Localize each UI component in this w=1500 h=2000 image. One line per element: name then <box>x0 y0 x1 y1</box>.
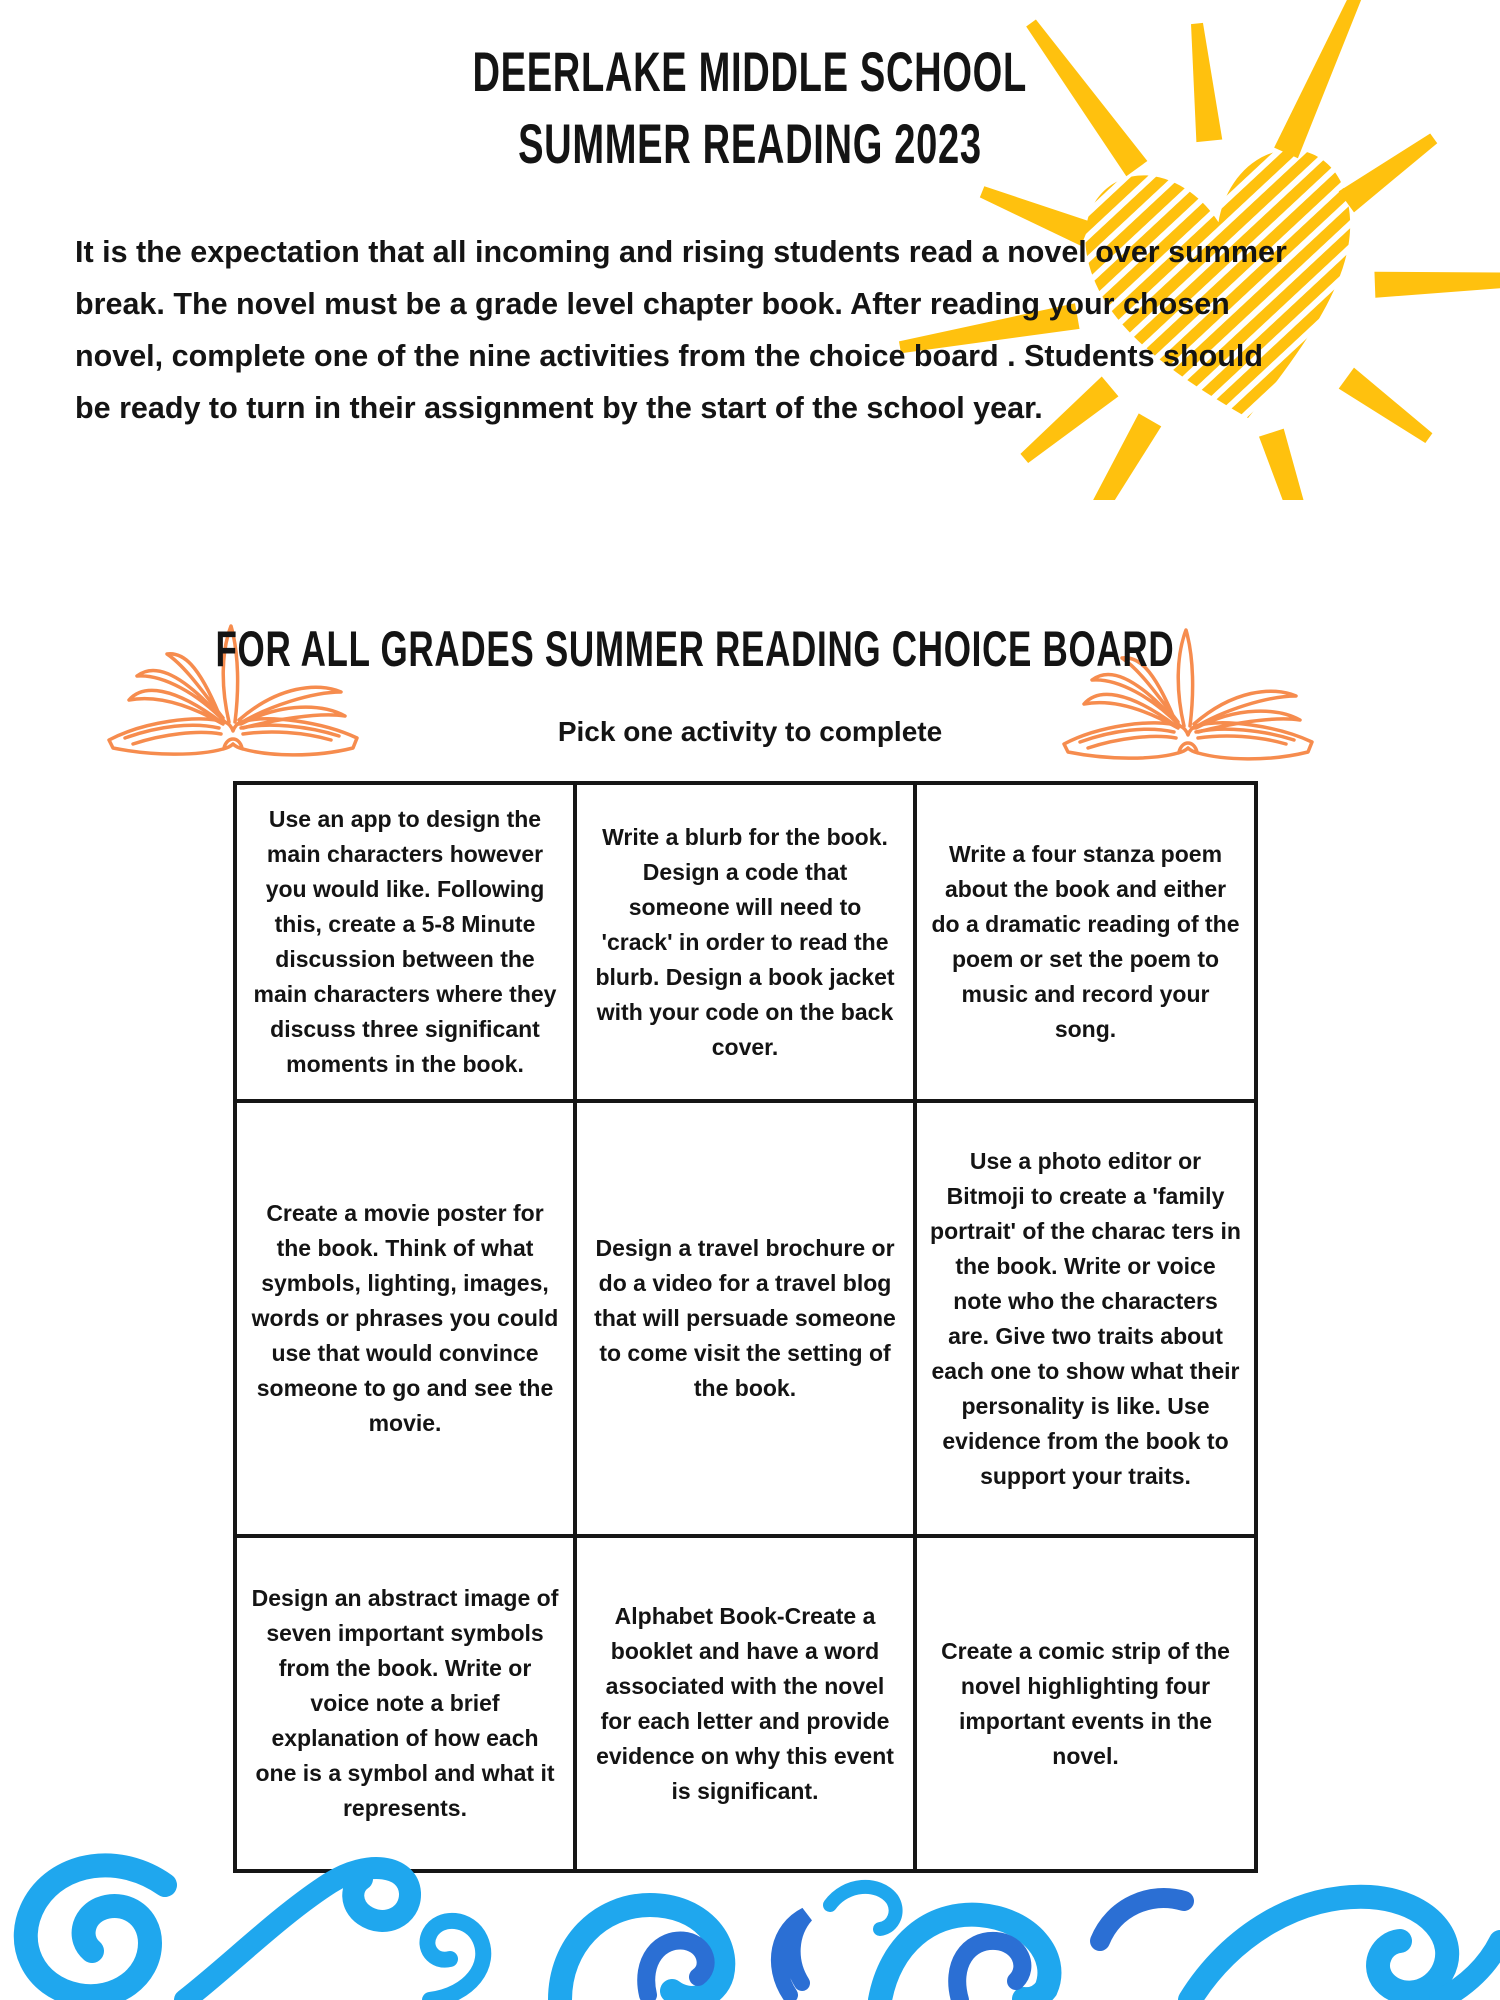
intro-line: be ready to turn in their assignment by the start of the school year. <box>75 391 1043 425</box>
choice-board <box>233 781 1258 1873</box>
choice-board-cell-5: Design a travel brochure or do a video for a travel blog that will persuade someone to come visit the setting of the book. <box>577 1103 917 1538</box>
choice-board-cell-3: Write a four stanza poem about the book and either do a dramatic reading of the poem or set the poem to music and record your song. <box>917 785 1254 1103</box>
choice-board-subheading: Pick one activity to complete <box>557 716 943 747</box>
intro-line: novel, complete one of the nine activities from the choice board . Students should <box>75 339 1263 373</box>
page-title-line-1-text: DEERLAKE MIDDLE SCHOOL <box>472 40 1028 103</box>
waves-decoration <box>0 1845 1500 2000</box>
page-title <box>0 36 1500 180</box>
choice-board-cell-6: Use a photo editor or Bitmoji to create a 'family portrait' of the charac ters in the book. Write or voice note who the characters are. Give two traits about each one to show what their personality is like. Use evidence from the book to support your traits. <box>917 1103 1254 1538</box>
intro-line: break. The novel must be a grade level chapter book. After reading your chosen <box>75 287 1230 321</box>
page-title-line-2 <box>0 108 1500 180</box>
choice-board-cell-2: Write a blurb for the book. Design a code that someone will need to 'crack' in order to read the blurb. Design a book jacket with your code on the back cover. <box>577 785 917 1103</box>
choice-board-cell-8: Alphabet Book-Create a booklet and have a word associated with the novel for each letter and provide evidence on why this event is significant. <box>577 1538 917 1869</box>
choice-board-cell-4: Create a movie poster for the book. Think of what symbols, lighting, images, words or phrases you could use that would convince someone to go and see the movie. <box>237 1103 577 1538</box>
choice-board-cell-1: Use an app to design the main characters however you would like. Following this, create a 5-8 Minute discussion between the main characters where they discuss three significant moments in the book. <box>237 785 577 1103</box>
intro-paragraph <box>75 226 1435 434</box>
choice-board-cell-7: Design an abstract image of seven important symbols from the book. Write or voice note a brief explanation of how each one is a symbol and what it represents. <box>237 1538 577 1869</box>
choice-board-heading-text: FOR ALL GRADES SUMMER READING CHOICE BOARD <box>215 621 1175 677</box>
page-title-line-1 <box>0 36 1500 108</box>
page-title-line-2-text: SUMMER READING 2023 <box>518 112 982 175</box>
intro-line: It is the expectation that all incoming and rising students read a novel over summer <box>75 235 1287 269</box>
choice-board-heading <box>0 620 1390 678</box>
choice-board-cell-9: Create a comic strip of the novel highlighting four important events in the novel. <box>941 1637 1230 1769</box>
